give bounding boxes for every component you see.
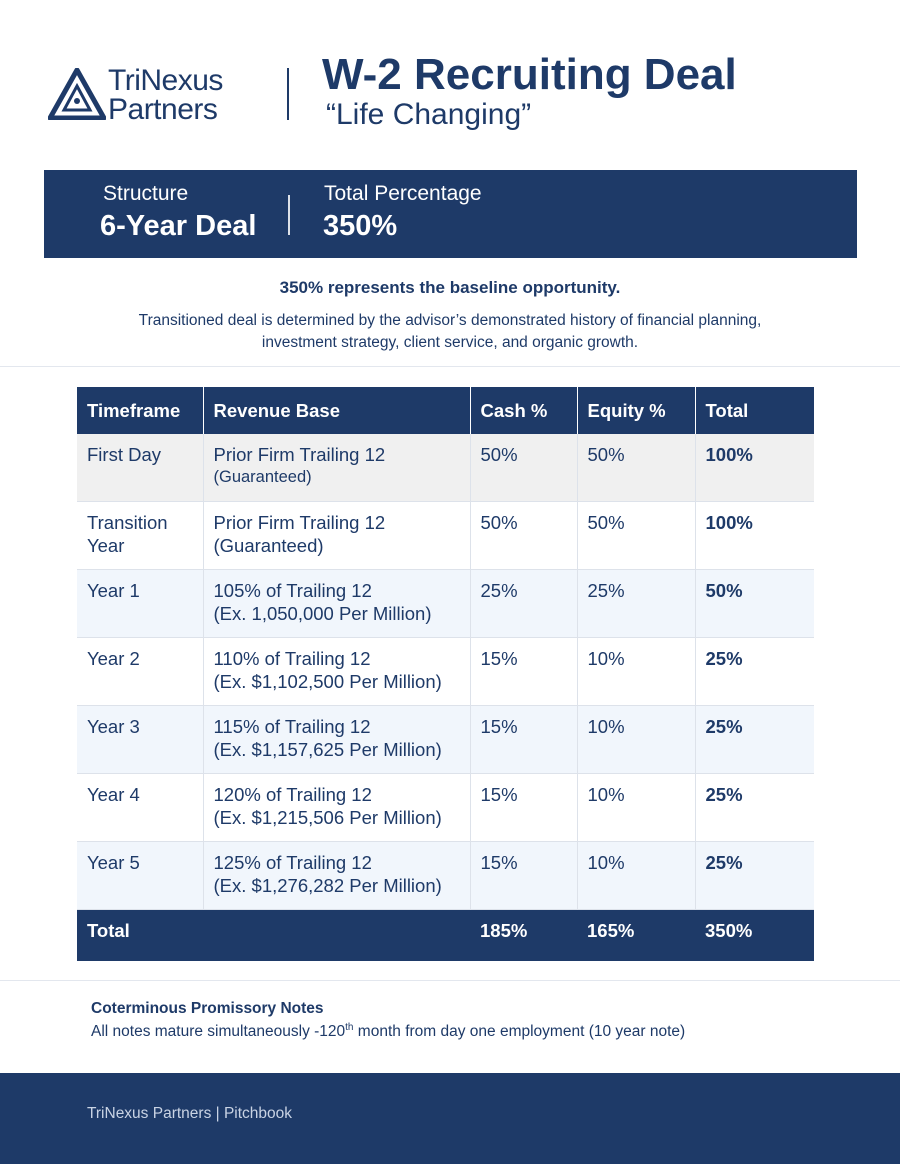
table-header-row — [77, 387, 814, 434]
total-cell: 25% — [695, 706, 814, 774]
revenue-base-cell — [203, 434, 470, 502]
revenue-base-note: (Ex. $1,215,506 Per Million) — [213, 807, 442, 828]
intro-line-2: investment strategy, client service, and organic growth. — [261, 334, 639, 351]
notes-body-text-end: month from day one employment (10 year note) — [353, 1023, 686, 1041]
header-timeframe: Timeframe — [77, 387, 203, 434]
revenue-base-cell — [203, 502, 470, 570]
totals-label: Total — [77, 910, 203, 962]
total-cell: 100% — [695, 502, 814, 570]
timeframe-cell — [77, 502, 203, 570]
section-divider — [0, 366, 900, 367]
revenue-base-note: (Ex. $1,276,282 Per Million) — [213, 875, 442, 896]
equity-cell: 10% — [577, 638, 695, 706]
equity-cell: 25% — [577, 570, 695, 638]
percentage-label: Total Percentage — [324, 182, 482, 205]
revenue-base-note: (Ex. 1,050,000 Per Million) — [213, 603, 432, 624]
revenue-base-cell — [203, 638, 470, 706]
page-footer — [0, 1073, 900, 1164]
revenue-base-note: (Ex. $1,102,500 Per Million) — [213, 671, 442, 692]
revenue-base-cell — [203, 842, 470, 910]
timeframe-text: Transition — [87, 512, 168, 533]
page-title: W-2 Recruiting Deal — [322, 50, 737, 99]
revenue-base-text: 110% of Trailing 12 — [213, 648, 371, 669]
totals-equity: 165% — [577, 910, 695, 962]
header-cash: Cash % — [470, 387, 577, 434]
timeframe-text-line2: Year — [87, 535, 125, 556]
header-divider — [287, 68, 289, 120]
table-row — [77, 570, 814, 638]
table-row — [77, 842, 814, 910]
company-logo — [48, 66, 233, 126]
banner-divider — [288, 195, 290, 235]
revenue-base-text: 120% of Trailing 12 — [213, 784, 372, 805]
intro-headline: 350% represents the baseline opportunity. — [279, 278, 621, 297]
deal-summary-banner — [44, 170, 857, 258]
equity-cell: 50% — [577, 502, 695, 570]
table-row — [77, 434, 814, 502]
totals-row — [77, 910, 814, 962]
total-cell: 50% — [695, 570, 814, 638]
cash-cell: 25% — [470, 570, 577, 638]
structure-value: 6-Year Deal — [100, 210, 257, 242]
logo-wordmark — [108, 66, 223, 124]
table-row — [77, 774, 814, 842]
total-cell: 25% — [695, 638, 814, 706]
logo-line-1: TriNexus — [108, 64, 223, 97]
total-cell: 25% — [695, 774, 814, 842]
notes-body-text: All notes mature simultaneously -120 — [91, 1023, 346, 1041]
footer-text: TriNexus Partners | Pitchbook — [87, 1105, 293, 1122]
intro-line-1: Transitioned deal is determined by the advisor’s demonstrated history of financial planning, — [138, 312, 762, 329]
revenue-base-cell — [203, 706, 470, 774]
timeframe-cell: Year 1 — [77, 570, 203, 638]
cash-cell: 15% — [470, 774, 577, 842]
timeframe-cell: Year 5 — [77, 842, 203, 910]
equity-cell: 10% — [577, 706, 695, 774]
timeframe-cell: Year 3 — [77, 706, 203, 774]
triangle-logo-icon — [48, 68, 106, 120]
timeframe-text: First Day — [87, 444, 161, 465]
total-cell: 100% — [695, 434, 814, 502]
equity-cell: 50% — [577, 434, 695, 502]
totals-cash: 185% — [470, 910, 577, 962]
percentage-value: 350% — [323, 210, 398, 242]
cash-cell: 50% — [470, 502, 577, 570]
logo-line-2: Partners — [108, 93, 218, 126]
revenue-base-text: 125% of Trailing 12 — [213, 852, 372, 873]
header-total: Total — [695, 387, 814, 434]
notes-title: Coterminous Promissory Notes — [91, 1000, 324, 1017]
revenue-base-text: Prior Firm Trailing 12 — [213, 444, 386, 465]
total-cell: 25% — [695, 842, 814, 910]
revenue-base-note: (Ex. $1,157,625 Per Million) — [213, 739, 442, 760]
equity-cell: 10% — [577, 774, 695, 842]
timeframe-cell: Year 4 — [77, 774, 203, 842]
table-row — [77, 706, 814, 774]
page-subtitle: “Life Changing” — [326, 98, 532, 131]
structure-label: Structure — [103, 182, 189, 205]
revenue-base-note: (Guaranteed) — [213, 468, 312, 486]
table-row — [77, 638, 814, 706]
table-row — [77, 502, 814, 570]
revenue-base-cell — [203, 774, 470, 842]
intro-body — [120, 310, 780, 354]
totals-empty-cell — [203, 910, 470, 962]
revenue-base-cell — [203, 570, 470, 638]
header-equity: Equity % — [577, 387, 695, 434]
cash-cell: 15% — [470, 638, 577, 706]
notes-body-superscript: th — [345, 1022, 354, 1033]
revenue-base-text: 105% of Trailing 12 — [213, 580, 372, 601]
cash-cell: 50% — [470, 434, 577, 502]
equity-cell: 10% — [577, 842, 695, 910]
cash-cell: 15% — [470, 842, 577, 910]
timeframe-cell — [77, 434, 203, 502]
notes-body — [91, 1022, 685, 1041]
notes-divider — [0, 980, 900, 981]
timeframe-cell: Year 2 — [77, 638, 203, 706]
header-revenue-base: Revenue Base — [203, 387, 470, 434]
totals-total: 350% — [695, 910, 814, 962]
revenue-base-note: (Guaranteed) — [213, 535, 324, 556]
deal-table — [77, 387, 814, 961]
revenue-base-text: 115% of Trailing 12 — [213, 716, 371, 737]
page-header — [0, 0, 900, 170]
revenue-base-text: Prior Firm Trailing 12 — [213, 512, 386, 533]
cash-cell: 15% — [470, 706, 577, 774]
